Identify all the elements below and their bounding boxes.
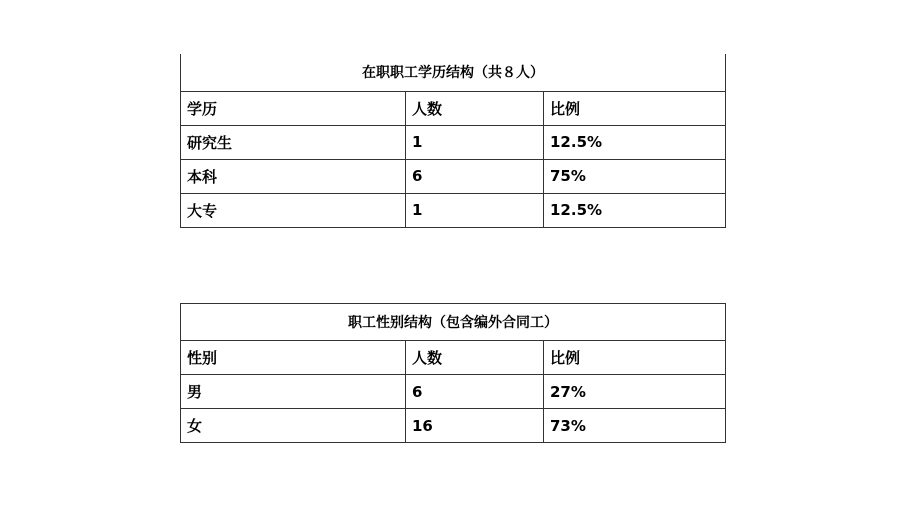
cell-ratio: 12.5% [544, 193, 726, 227]
column-header-ratio: 比例 [544, 341, 726, 375]
column-header-ratio: 比例 [544, 91, 726, 125]
cell-gender: 女 [181, 409, 406, 443]
cell-ratio: 73% [544, 409, 726, 443]
table-row [181, 375, 726, 409]
column-header-gender: 性别 [181, 341, 406, 375]
cell-ratio: 75% [544, 159, 726, 193]
cell-count: 1 [406, 193, 544, 227]
table-title-row [181, 54, 726, 91]
column-header-education: 学历 [181, 91, 406, 125]
column-header-count: 人数 [406, 91, 544, 125]
cell-gender: 男 [181, 375, 406, 409]
table-row [181, 125, 726, 159]
column-header-count: 人数 [406, 341, 544, 375]
table-title: 职工性别结构（包含编外合同工） [181, 304, 726, 341]
cell-count: 16 [406, 409, 544, 443]
gender-structure-table [180, 303, 726, 443]
education-structure-table [180, 54, 726, 228]
cell-education: 研究生 [181, 125, 406, 159]
table-title: 在职职工学历结构（共８人） [181, 54, 726, 91]
cell-count: 1 [406, 125, 544, 159]
table-row [181, 193, 726, 227]
cell-count: 6 [406, 159, 544, 193]
cell-ratio: 12.5% [544, 125, 726, 159]
table-row [181, 159, 726, 193]
cell-education: 大专 [181, 193, 406, 227]
table-header-row [181, 91, 726, 125]
cell-education: 本科 [181, 159, 406, 193]
table-header-row [181, 341, 726, 375]
table-title-row [181, 304, 726, 341]
cell-ratio: 27% [544, 375, 726, 409]
cell-count: 6 [406, 375, 544, 409]
table-row [181, 409, 726, 443]
